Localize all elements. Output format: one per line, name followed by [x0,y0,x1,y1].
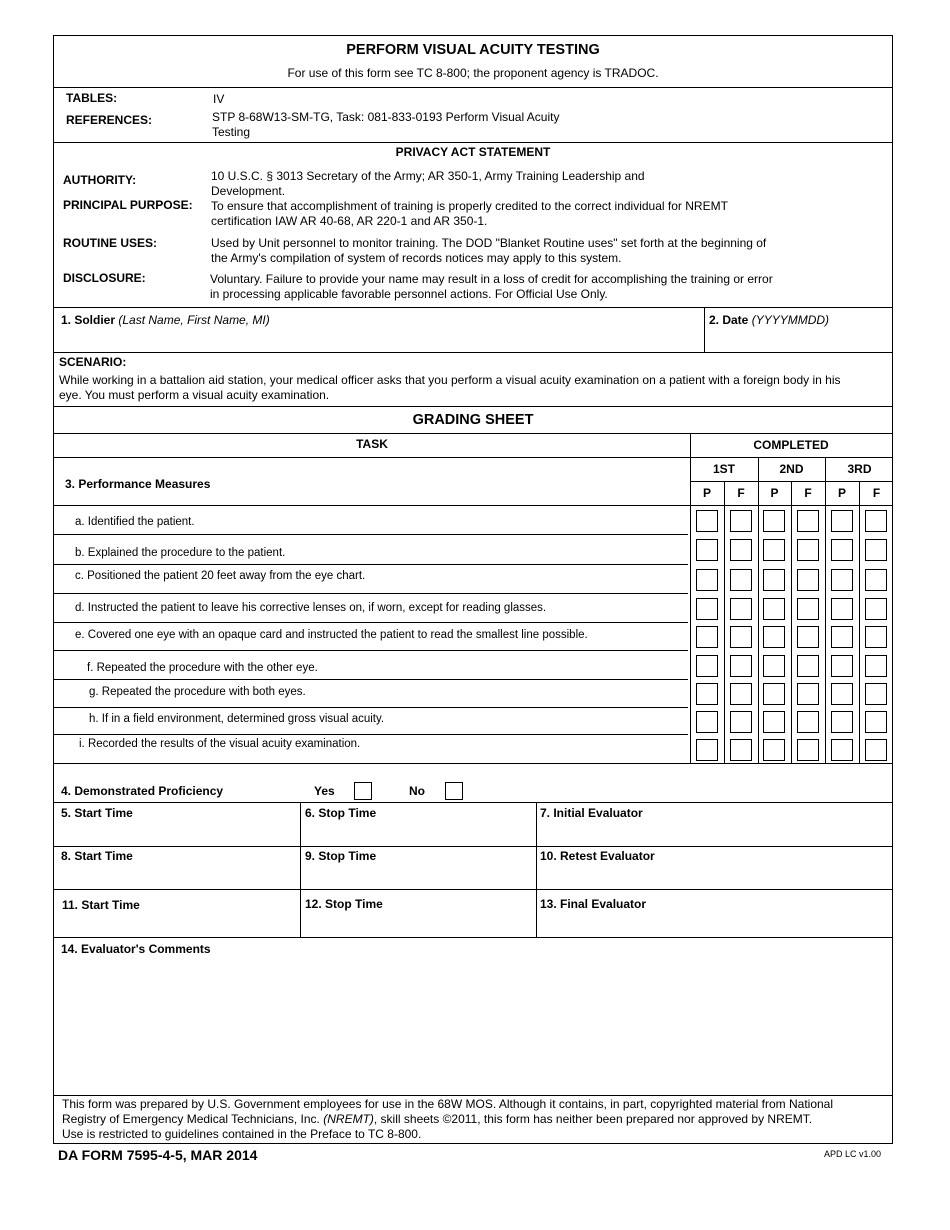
final-stop-time-field[interactable]: 12. Stop Time [305,897,383,911]
checkbox-p-attempt-1[interactable] [696,539,718,561]
checkbox-p-attempt-2[interactable] [763,683,785,705]
row-divider [54,593,688,594]
measure-label: b. Explained the procedure to the patient. [75,547,286,559]
form-subtitle: For use of this form see TC 8-800; the proponent agency is TRADOC. [287,66,659,80]
references-line2: Testing [212,125,251,139]
routine-line1: Used by Unit personnel to monitor training. The DOD "Blanket Routine uses" set forth at the beginning of [211,236,767,250]
grading-heading: GRADING SHEET [412,412,534,428]
measure-label: f. Repeated the procedure with the other eye. [87,662,318,674]
divider [54,846,892,847]
soldier-field[interactable] [61,313,270,327]
row-divider [54,534,688,535]
row-divider [54,679,688,680]
measure-label: d. Instructed the patient to leave his corrective lenses on, if worn, except for reading glasses. [75,602,547,614]
soldier-label: 1. Soldier [61,313,116,327]
checkbox-f-attempt-3[interactable] [865,510,887,532]
checkbox-f-attempt-2[interactable] [797,683,819,705]
checkbox-f-attempt-2[interactable] [797,598,819,620]
measure-label: a. Identified the patient. [75,516,195,528]
authority-line2: Development. [211,184,286,198]
checkbox-f-attempt-1[interactable] [730,711,752,733]
form-title: PERFORM VISUAL ACUITY TESTING [346,42,600,58]
routine-line2: the Army's compilation of system of records notices may apply to this system. [211,251,622,265]
pf-header: F [804,486,812,500]
checkbox-p-attempt-3[interactable] [831,626,853,648]
divider [791,481,792,763]
divider [54,433,892,434]
retest-start-time-field[interactable]: 8. Start Time [61,849,133,863]
checkbox-f-attempt-2[interactable] [797,711,819,733]
divider [54,763,892,764]
row-divider [54,707,688,708]
checkbox-f-attempt-3[interactable] [865,711,887,733]
references-label: REFERENCES: [66,113,153,127]
purpose-label: PRINCIPAL PURPOSE: [63,198,193,212]
divider [704,307,705,352]
divider [536,802,537,937]
row-divider [54,564,688,565]
final-evaluator-field[interactable]: 13. Final Evaluator [540,897,647,911]
checkbox-p-attempt-3[interactable] [831,598,853,620]
checkbox-p-attempt-1[interactable] [696,655,718,677]
divider [300,802,301,937]
checkbox-f-attempt-3[interactable] [865,655,887,677]
checkbox-f-attempt-3[interactable] [865,626,887,648]
date-hint: (YYYYMMDD) [751,313,830,327]
checkbox-p-attempt-2[interactable] [763,598,785,620]
stop-time-field[interactable]: 6. Stop Time [305,806,377,820]
initial-evaluator-field[interactable]: 7. Initial Evaluator [540,806,643,820]
row-divider [54,650,688,651]
scenario-label: SCENARIO: [59,355,127,369]
soldier-hint: (Last Name, First Name, MI) [118,313,270,327]
checkbox-p-attempt-1[interactable] [696,510,718,532]
checkbox-p-attempt-3[interactable] [831,711,853,733]
divider [54,1095,892,1096]
checkbox-f-attempt-3[interactable] [865,739,887,761]
divider [758,457,759,763]
authority-label: AUTHORITY: [63,173,137,187]
purpose-line2: certification IAW AR 40-68, AR 220-1 and AR 350-1. [211,214,488,228]
proficiency-no-label: No [409,784,425,798]
checkbox-f-attempt-1[interactable] [730,626,752,648]
checkbox-p-attempt-1[interactable] [696,626,718,648]
checkbox-f-attempt-2[interactable] [797,510,819,532]
checkbox-f-attempt-1[interactable] [730,739,752,761]
checkbox-f-attempt-3[interactable] [865,683,887,705]
measure-label: e. Covered one eye with an opaque card and instructed the patient to read the smallest line possible. [75,629,588,641]
checkbox-p-attempt-3[interactable] [831,510,853,532]
divider [54,457,892,458]
tables-value: IV [213,92,225,106]
checkbox-f-attempt-2[interactable] [797,626,819,648]
checkbox-p-attempt-1[interactable] [696,711,718,733]
attempt-3rd-header: 3RD [847,462,872,476]
measure-label: c. Positioned the patient 20 feet away from the eye chart. [75,570,366,582]
divider [690,433,691,763]
divider [54,802,892,803]
measures-label: 3. Performance Measures [65,477,211,491]
checkbox-f-attempt-1[interactable] [730,569,752,591]
checkbox-p-attempt-1[interactable] [696,598,718,620]
pf-header: F [737,486,745,500]
form-id: DA FORM 7595-4-5, MAR 2014 [58,1147,258,1163]
checkbox-p-attempt-2[interactable] [763,739,785,761]
footer-line2-b: (NREMT) [323,1112,374,1126]
checkbox-f-attempt-3[interactable] [865,569,887,591]
privacy-heading: PRIVACY ACT STATEMENT [395,145,551,159]
divider [825,457,826,763]
pf-header: F [872,486,881,500]
checkbox-p-attempt-2[interactable] [763,711,785,733]
checkbox-p-attempt-3[interactable] [831,569,853,591]
measure-label: h. If in a field environment, determined gross visual acuity. [89,713,385,725]
checkbox-p-attempt-1[interactable] [696,569,718,591]
checkbox-p-attempt-2[interactable] [763,510,785,532]
checkbox-p-attempt-1[interactable] [696,739,718,761]
footer-line2-a: Registry of Emergency Medical Technicians, Inc. [62,1112,320,1126]
divider [54,142,892,143]
form-version: APD LC v1.00 [824,1149,882,1159]
divider [54,307,892,308]
comments-area[interactable] [55,961,891,1093]
disclosure-line2: in processing applicable favorable personnel actions. For Official Use Only. [210,287,608,301]
checkbox-f-attempt-2[interactable] [797,739,819,761]
divider [54,352,892,353]
checkbox-f-attempt-2[interactable] [797,539,819,561]
divider [54,87,892,88]
checkbox-f-attempt-1[interactable] [730,539,752,561]
form-frame [53,35,893,1144]
scenario-line1: While working in a battalion aid station, your medical officer asks that you perform a visual acuity examination on a patient with a foreign body in his [59,373,841,387]
authority-line1: 10 U.S.C. § 3013 Secretary of the Army; AR 350-1, Army Training Leadership and [211,169,645,183]
checkbox-f-attempt-1[interactable] [730,655,752,677]
pf-header: P [770,486,779,500]
retest-stop-time-field[interactable]: 9. Stop Time [305,849,377,863]
measure-label: g. Repeated the procedure with both eyes. [89,686,306,698]
attempt-2nd-header: 2ND [779,462,804,476]
completed-header: COMPLETED [753,438,829,452]
proficiency-no-checkbox[interactable] [445,782,463,800]
pf-header: P [837,486,846,500]
comments-label: 14. Evaluator's Comments [61,942,211,956]
divider [54,937,892,938]
divider [54,505,892,506]
checkbox-f-attempt-1[interactable] [730,510,752,532]
checkbox-p-attempt-3[interactable] [831,683,853,705]
final-start-time-field[interactable]: 11. Start Time [62,898,140,912]
checkbox-p-attempt-1[interactable] [696,683,718,705]
checkbox-f-attempt-3[interactable] [865,539,887,561]
routine-label: ROUTINE USES: [63,236,158,250]
tables-label: TABLES: [66,91,118,105]
disclosure-line1: Voluntary. Failure to provide your name may result in a loss of credit for accomplishing the training or error [210,272,773,286]
scenario-line2: eye. You must perform a visual acuity examination. [59,388,330,402]
footer-line1: This form was prepared by U.S. Government employees for use in the 68W MOS. Although it contains, in part, copyrighted material from National [62,1097,834,1111]
checkbox-p-attempt-2[interactable] [763,655,785,677]
task-header: TASK [356,437,388,451]
disclosure-label: DISCLOSURE: [63,271,146,285]
checkbox-p-attempt-3[interactable] [831,539,853,561]
proficiency-yes-label: Yes [314,784,335,798]
attempt-1st-header: 1ST [712,462,735,476]
checkbox-f-attempt-1[interactable] [730,598,752,620]
divider [859,481,860,763]
references-line1: STP 8-68W13-SM-TG, Task: 081-833-0193 Perform Visual Acuity [212,110,560,124]
checkbox-f-attempt-1[interactable] [730,683,752,705]
checkbox-f-attempt-3[interactable] [865,598,887,620]
checkbox-f-attempt-2[interactable] [797,655,819,677]
checkbox-f-attempt-2[interactable] [797,569,819,591]
divider [724,481,725,763]
retest-evaluator-field[interactable]: 10. Retest Evaluator [540,849,655,863]
checkbox-p-attempt-2[interactable] [763,569,785,591]
proficiency-yes-checkbox[interactable] [354,782,372,800]
date-label: 2. Date [709,313,749,327]
checkbox-p-attempt-3[interactable] [831,739,853,761]
pf-header: P [702,486,711,500]
checkbox-p-attempt-2[interactable] [763,539,785,561]
row-divider [54,622,688,623]
date-field[interactable] [709,313,829,327]
divider [54,406,892,407]
measure-label: i. Recorded the results of the visual acuity examination. [79,738,361,750]
checkbox-p-attempt-3[interactable] [831,655,853,677]
footer-line2-c: , skill sheets ©2011, this form has neither been prepared nor approved by NREMT. [373,1112,813,1126]
start-time-field[interactable]: 5. Start Time [61,806,133,820]
purpose-line1: To ensure that accomplishment of training is properly credited to the correct individual for NREMT [211,199,728,213]
footer-line2 [62,1112,812,1126]
row-divider [54,734,688,735]
checkbox-p-attempt-2[interactable] [763,626,785,648]
footer-line3: Use is restricted to guidelines contained in the Preface to TC 8-800. [62,1127,422,1141]
proficiency-label: 4. Demonstrated Proficiency [61,784,224,798]
divider [54,889,892,890]
